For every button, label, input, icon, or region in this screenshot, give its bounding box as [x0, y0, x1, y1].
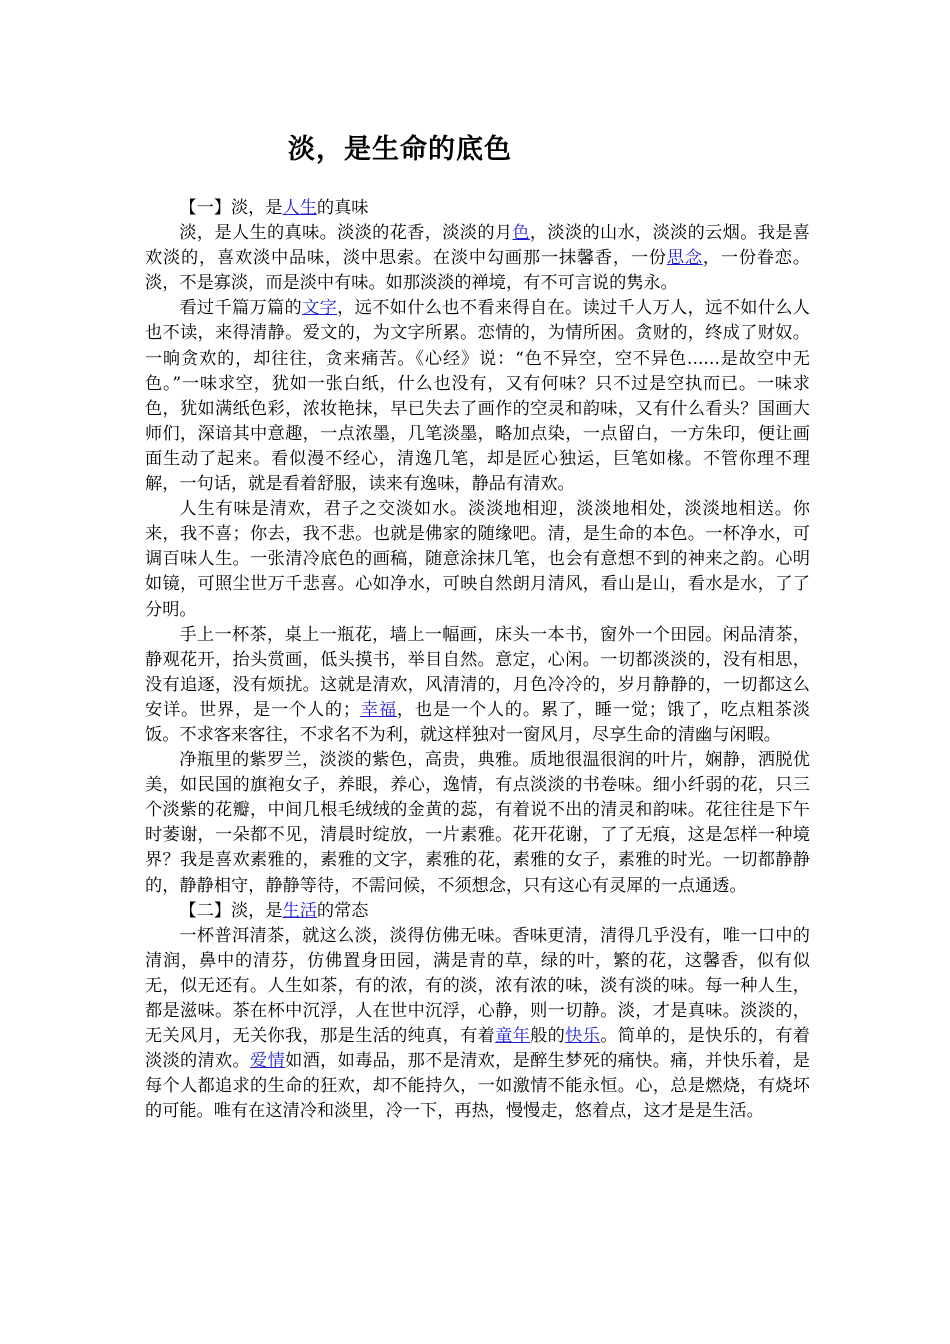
- paragraph-text: 。简单的，是快乐的，有着淡淡的清欢。: [145, 1026, 810, 1072]
- link-xingfu[interactable]: 幸福: [360, 699, 397, 720]
- article-body: [145, 196, 810, 1124]
- section-heading-1: [145, 196, 810, 221]
- link-se[interactable]: 色: [512, 223, 530, 244]
- paragraph-2: [145, 296, 810, 497]
- section-heading-2: [145, 899, 810, 924]
- page-title: 淡，是生命的底色: [288, 134, 512, 165]
- link-wenzi[interactable]: 文字: [302, 298, 338, 319]
- heading-text: 的常态: [316, 900, 369, 921]
- heading-text: 【一】淡，是: [179, 198, 283, 218]
- paragraph-4: [145, 623, 810, 748]
- paragraph-1: [145, 221, 810, 296]
- paragraph-text: ，一份眷恋。淡，不是寡淡，而是淡中有味。如那淡淡的禅境，有不可言说的隽永。: [145, 248, 810, 294]
- link-tongnian[interactable]: 童年: [495, 1026, 531, 1047]
- paragraph-text: ，淡淡的山水，淡淡的云烟。我是喜欢淡的，喜欢淡中品味，淡中思索。在淡中勾画那一抹馨香，一份: [145, 223, 810, 269]
- paragraph-text: 般的: [530, 1026, 566, 1047]
- paragraph-text: 一杯普洱清茶，就这么淡，淡得仿佛无味。香味更清，清得几乎没有，唯一口中的清润，鼻中的清芬，仿佛置身田园，满是青的草，绿的叶，繁的花，这馨香，似有似无，似无还有。人生如茶，有的浓，有的淡，浓有浓的味，淡有淡的味。每一种人生，都是滋味。茶在杯中沉浮，人在世中沉浮，心静，则一切静。淡，才是真味。淡淡的，无关风月，无关你我，那是生活的纯真，有着: [145, 925, 810, 1047]
- paragraph-text: 手上一杯茶，桌上一瓶花，墙上一幅画，床头一本书，窗外一个田园。闲品清茶，静观花开，抬头赏画，低头摸书，举目自然。意定，心闲。一切都淡淡的，没有相思，没有追逐，没有烦扰。这就是清欢，风清清的，月色冷冷的，岁月静静的，一切都这么安详。世界，是一个人的；: [145, 624, 810, 720]
- paragraph-3: 人生有味是清欢，君子之交淡如水。淡淡地相迎，淡淡地相处，淡淡地相送。你来，我不喜；你去，我不悲。也就是佛家的随缘吧。清，是生命的本色。一杯净水，可调百味人生。一张清冷底色的画稿，随意涂抹几笔，也会有意想不到的神来之韵。心明如镜，可照尘世万千悲喜。心如净水，可映自然朗月清风，看山是山，看水是水，了了分明。: [145, 499, 810, 620]
- paragraph-text: ，远不如什么也不看来得自在。读过千人万人，远不如什么人也不读，来得清静。爱文的，为文字所累。恋情的，为情所困。贪财的，终成了财奴。一晌贪欢的，却往往，贪来痛苦。《心经》说：“色不异空，空不异色......是故空中无色。”一味求空，犹如一张白纸，什么也没有，又有何味？只不过是空执而已。一味求色，犹如满纸色彩，浓妆艳抹，早已失去了画作的空灵和韵味，又有什么看头？国画大师们，深谙其中意趣，一点浓墨，几笔淡墨，略加点染，一点留白，一方朱印，便让画面生动了起来。看似漫不经心，清逸几笔，却是匠心独运，巨笔如椽。不管你理不理解，一句话，就是看着舒服，读来有逸味，静品有清欢。: [145, 298, 810, 495]
- link-sinian[interactable]: 思念: [666, 248, 703, 269]
- paragraph-5: 净瓶里的紫罗兰，淡淡的紫色，高贵，典雅。质地很温很润的叶片，娴静，洒脱优美，如民国的旗袍女子，养眼，养心，逸情，有点淡淡的书卷味。细小纤弱的花，只三个淡紫的花瓣，中间几根毛绒绒的金黄的蕊，有着说不出的清灵和韵味。花往往是下午时萎谢，一朵都不见，清晨时绽放，一片素雅。花开花谢，了了无痕，这是怎样一种境界？我是喜欢素雅的，素雅的文字，素雅的花，素雅的女子，素雅的时光。一切都静静的，静静相守，静静等待，不需问候，不须想念，只有这心有灵犀的一点通透。: [145, 750, 810, 896]
- link-shenghuo[interactable]: 生活: [282, 900, 317, 921]
- paragraph-text: 如酒，如毒品，那不是清欢，是醉生梦死的痛快。痛，并快乐着，是每个人都追求的生命的狂欢，却不能持久，一如激情不能永恒。心，总是燃烧，有烧坏的可能。唯有在这清冷和淡里，冷一下，再热，慢慢走，悠着点，这才是是生活。: [145, 1051, 810, 1122]
- paragraph-text: 看过千篇万篇的: [179, 298, 303, 319]
- paragraph-6: [145, 924, 810, 1125]
- heading-text: 【二】淡，是: [179, 900, 283, 921]
- heading-text: 的真味: [316, 198, 369, 218]
- paragraph-text: 淡，是人生的真味。淡淡的花香，淡淡的月: [179, 223, 513, 244]
- link-rensheng[interactable]: 人生: [282, 198, 317, 218]
- link-aiqing[interactable]: 爱情: [250, 1051, 286, 1072]
- paragraph-text: ，也是一个人的。累了，睡一觉；饿了，吃点粗茶淡饭。不求客来客往，不求名不为利，就这样独对一窗风月，尽享生命的清幽与闲暇。: [145, 699, 810, 745]
- link-kuaile[interactable]: 快乐: [565, 1026, 601, 1047]
